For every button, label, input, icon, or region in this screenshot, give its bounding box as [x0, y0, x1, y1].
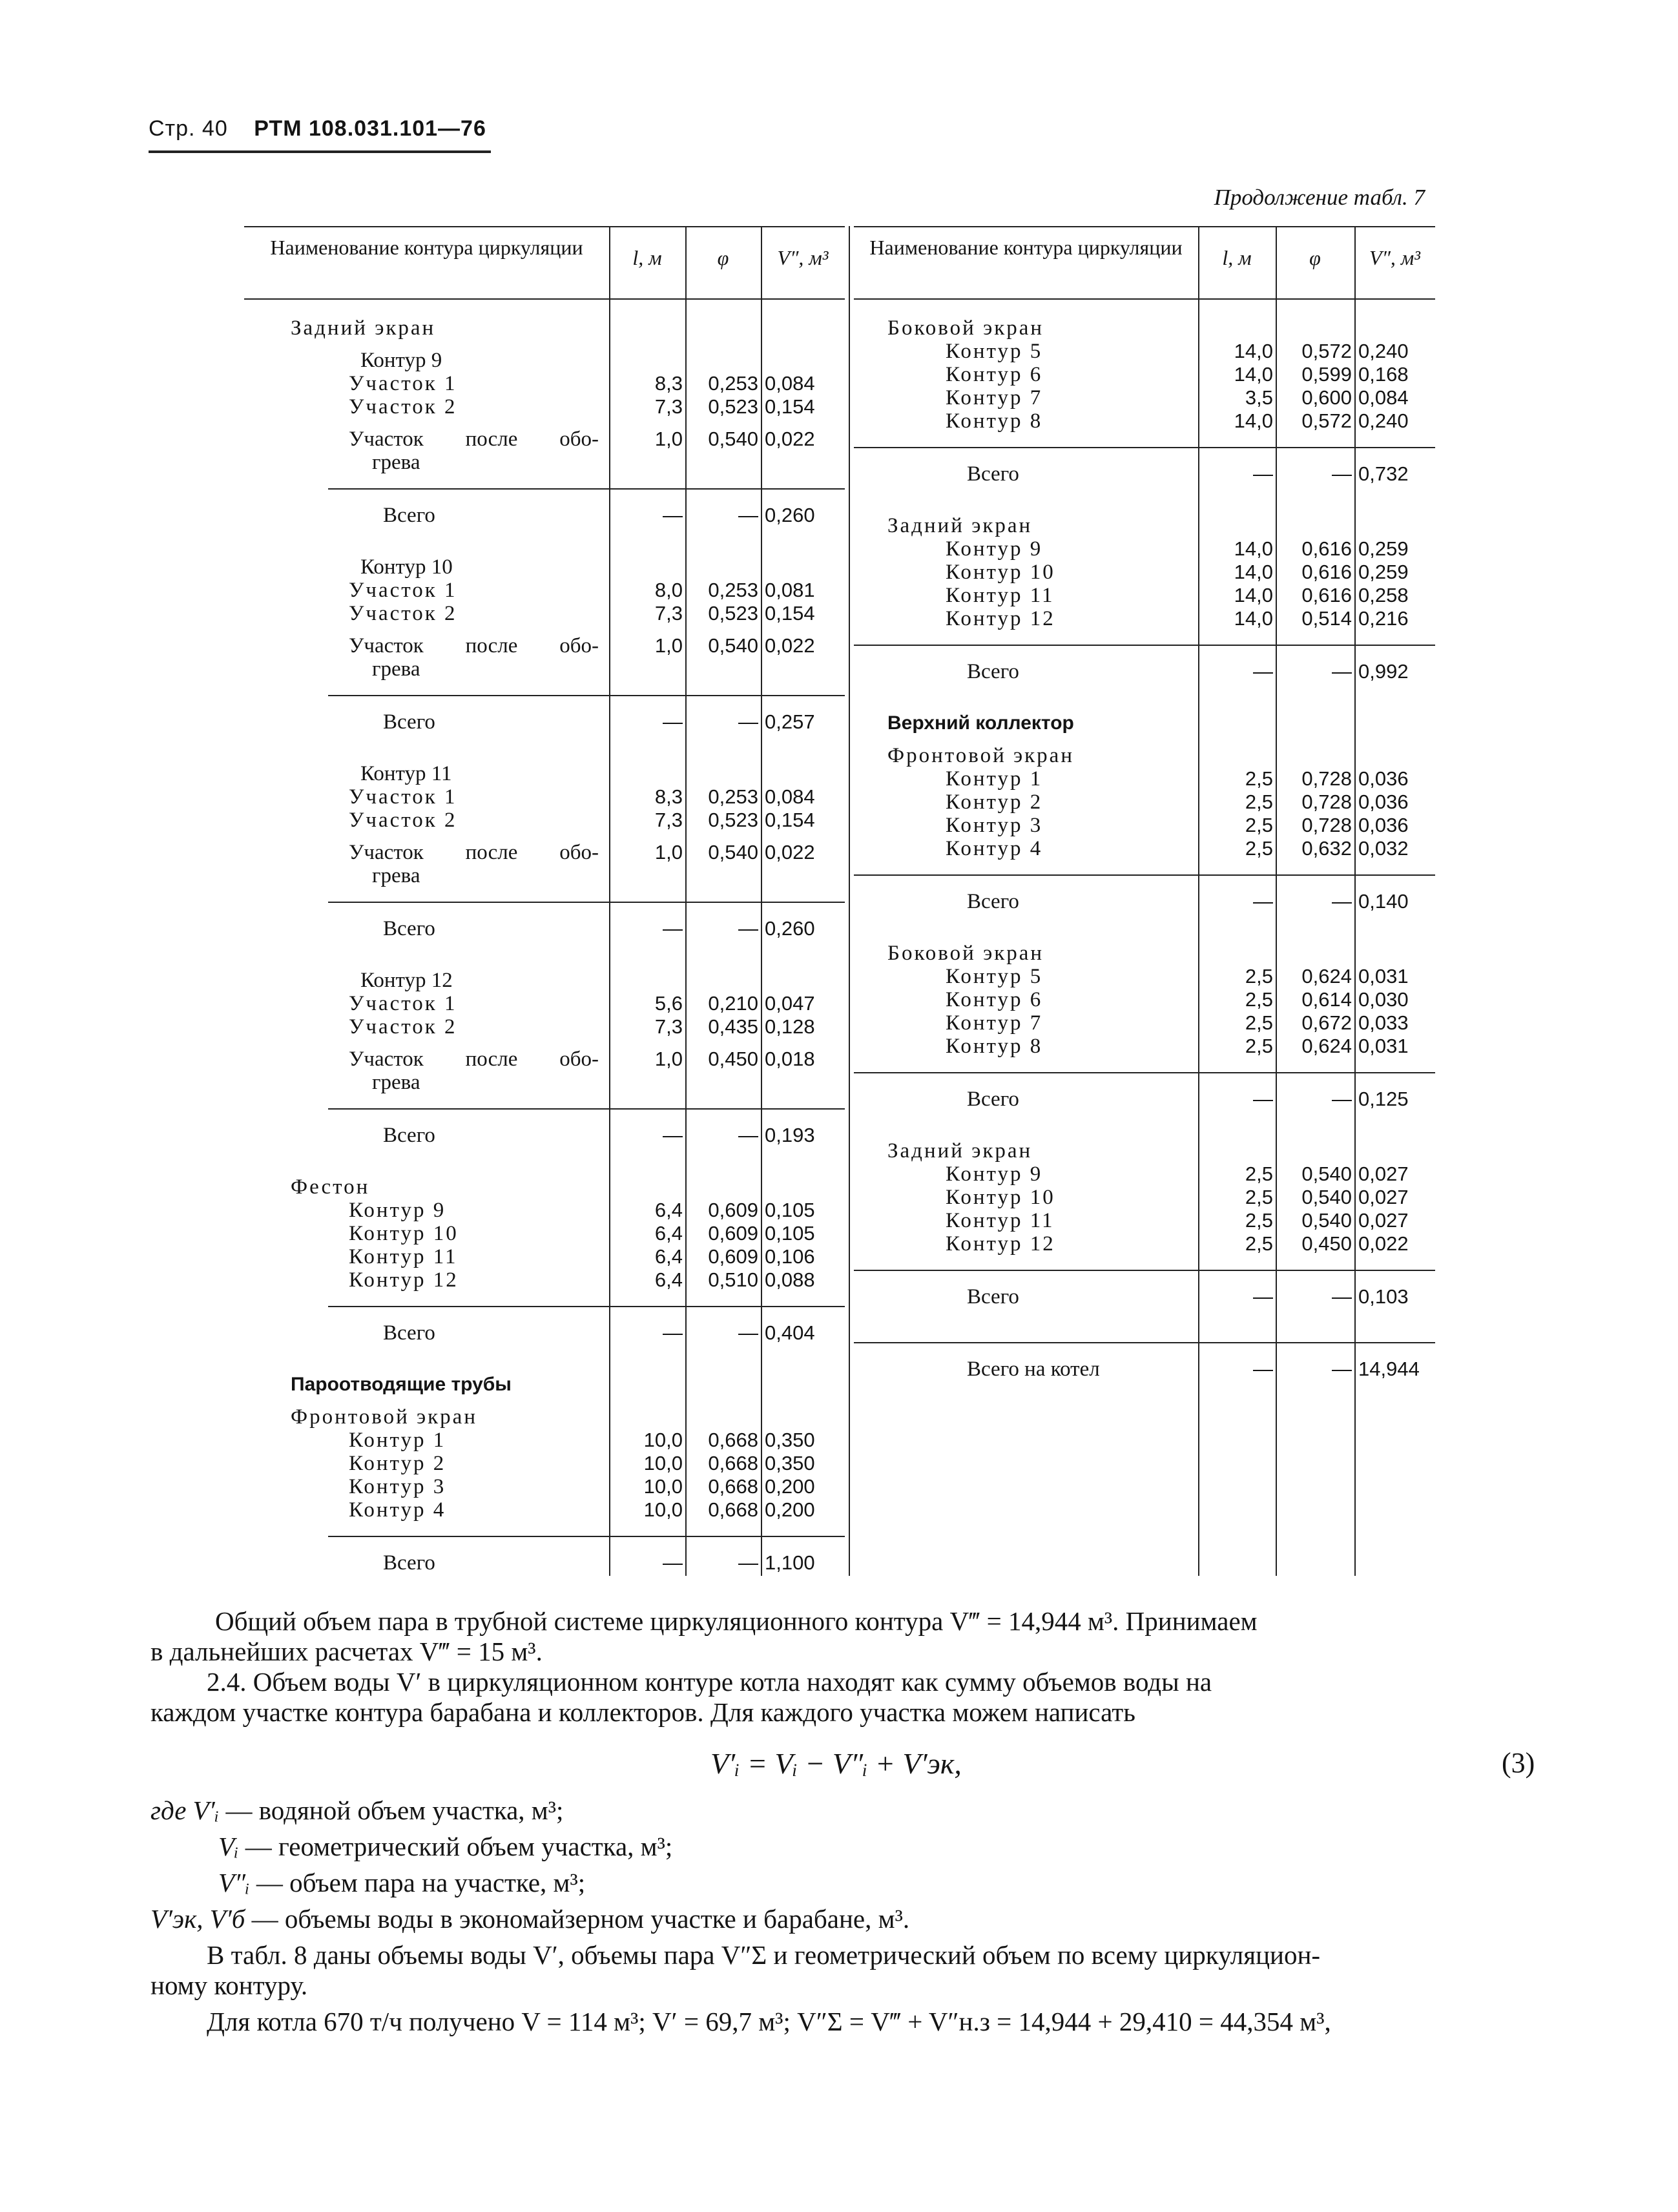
cell-phi: 0,668	[708, 1452, 758, 1474]
row-label: Контур 11	[946, 584, 1055, 607]
cell-l: 6,4	[654, 1199, 683, 1221]
document-code: РТМ 108.031.101—76	[254, 116, 486, 141]
cell-phi: —	[738, 1551, 758, 1574]
paragraph-3-line-2: ному контуру.	[150, 1970, 308, 2000]
cell-phi: 0,523	[708, 395, 758, 418]
cell-l: —	[1253, 660, 1273, 683]
cell-v: 0,033	[1358, 1011, 1409, 1034]
cell-v: 0,031	[1358, 1035, 1409, 1057]
cell-l: —	[663, 504, 683, 526]
cell-l: 2,5	[1245, 1209, 1273, 1232]
cell-l: —	[663, 1321, 683, 1344]
cell-l: —	[1253, 1285, 1273, 1308]
grand-total-label: Всего на котел	[967, 1358, 1100, 1381]
cell-v: 0,260	[765, 917, 815, 940]
cell-l: 7,3	[654, 809, 683, 831]
cell-v: 0,140	[1358, 890, 1409, 913]
cell-l: 2,5	[1245, 1163, 1273, 1185]
cell-phi: 0,632	[1301, 837, 1352, 860]
cell-phi: 0,450	[708, 1048, 758, 1070]
row-label: Участок 1	[349, 372, 457, 395]
row-label: Участок 2	[349, 395, 457, 419]
total-label: Всего	[383, 504, 435, 527]
cell-v: 0,036	[1358, 791, 1409, 813]
definition-text: — водяной объем участка, м³;	[225, 1795, 564, 1825]
cell-v: 14,944	[1358, 1358, 1420, 1380]
group-label: Боковой экран	[887, 316, 1044, 340]
cell-l: 14,0	[1234, 584, 1273, 606]
total-label: Всего	[383, 1124, 435, 1147]
cell-l: 1,0	[654, 428, 683, 450]
definition-2	[218, 1832, 672, 1862]
cell-phi: —	[738, 1321, 758, 1344]
cell-v: 0,036	[1358, 767, 1409, 790]
row-label: Контур 5	[946, 340, 1043, 363]
row-label: Контур 1	[946, 767, 1043, 791]
page-header	[149, 116, 486, 141]
cell-v: 0,125	[1358, 1088, 1409, 1110]
cell-phi: —	[1332, 462, 1352, 485]
definition-symbol: где V′ᵢ	[150, 1795, 220, 1825]
table-continuation-note: Продолжение табл. 7	[1214, 185, 1425, 210]
column-divider	[1276, 226, 1277, 1576]
cell-v: 0,259	[1358, 561, 1409, 583]
cell-l: 6,4	[654, 1268, 683, 1291]
cell-phi: 0,253	[708, 579, 758, 601]
column-divider	[609, 226, 610, 1576]
row-label: Участок 2	[349, 809, 457, 832]
cell-phi: 0,614	[1301, 988, 1352, 1011]
cell-v: 0,154	[765, 602, 815, 625]
cell-v: 0,216	[1358, 607, 1409, 630]
cell-phi: 0,668	[708, 1498, 758, 1521]
cell-phi: 0,253	[708, 372, 758, 395]
cell-l: 6,4	[654, 1245, 683, 1268]
group-label: Задний экран	[291, 316, 436, 340]
cell-phi: 0,540	[1301, 1163, 1352, 1185]
cell-l: 1,0	[654, 1048, 683, 1070]
cell-l: 2,5	[1245, 1035, 1273, 1057]
cell-v: 0,240	[1358, 409, 1409, 432]
row-label-continuation: грева	[372, 451, 420, 474]
cell-phi: 0,510	[708, 1268, 758, 1291]
cell-phi: —	[1332, 890, 1352, 913]
row-label: Контур 10	[349, 1222, 459, 1245]
column-header-v: V″, м³	[1369, 246, 1420, 269]
cell-v: 0,128	[765, 1015, 815, 1038]
row-label-continuation: грева	[372, 864, 420, 887]
total-label: Всего	[967, 890, 1019, 913]
cell-v: 0,257	[765, 710, 815, 733]
group-label: Фестон	[291, 1175, 370, 1199]
cell-l: —	[1253, 462, 1273, 485]
table-right	[854, 226, 1435, 1576]
row-label: Контур 4	[946, 837, 1043, 860]
cell-phi: 0,540	[1301, 1209, 1352, 1232]
cell-phi: 0,540	[708, 634, 758, 657]
row-label: Контур 6	[946, 988, 1043, 1011]
contour-label: Контур 11	[360, 762, 452, 785]
cell-v: 0,027	[1358, 1186, 1409, 1208]
paragraph-4-line-1: Для котла 670 т/ч получено V = 114 м³; V′ = 69,7 м³; V″Σ = V‴ + V″н.з = 14,944 + 29,410 = 44,354 м³,	[207, 2007, 1331, 2036]
cell-phi: 0,616	[1301, 584, 1352, 606]
cell-l: 7,3	[654, 602, 683, 625]
cell-l: 10,0	[643, 1475, 683, 1498]
cell-phi: 0,609	[708, 1245, 758, 1268]
cell-v: 0,036	[1358, 814, 1409, 836]
total-label: Всего	[383, 1551, 435, 1575]
cell-phi: —	[738, 504, 758, 526]
cell-phi: 0,672	[1301, 1011, 1352, 1034]
cell-l: 8,3	[654, 785, 683, 808]
total-label: Всего	[967, 1285, 1019, 1308]
group-label: Боковой экран	[887, 942, 1044, 965]
cell-l: 14,0	[1234, 537, 1273, 560]
total-label: Всего	[383, 917, 435, 940]
cell-v: 0,032	[1358, 837, 1409, 860]
total-rule	[854, 447, 1435, 448]
cell-phi: 0,540	[708, 428, 758, 450]
cell-l: 3,5	[1245, 386, 1273, 409]
row-label: Контур 2	[946, 791, 1043, 814]
definition-text: — объемы воды в экономайзерном участке и барабане, м³.	[251, 1904, 910, 1934]
cell-phi: 0,616	[1301, 537, 1352, 560]
total-label: Всего	[967, 1088, 1019, 1111]
cell-l: —	[663, 1551, 683, 1574]
row-label: Участок после обо-	[349, 841, 599, 864]
group-label: Фронтовой экран	[887, 744, 1074, 767]
cell-l: —	[663, 710, 683, 733]
cell-l: 14,0	[1234, 607, 1273, 630]
total-label: Всего	[967, 660, 1019, 683]
cell-l: —	[1253, 1358, 1273, 1380]
row-label: Контур 2	[349, 1452, 446, 1475]
cell-phi: 0,668	[708, 1475, 758, 1498]
definition-symbol: V′эк, V′б	[150, 1904, 245, 1934]
cell-phi: 0,572	[1301, 409, 1352, 432]
cell-v: 0,022	[765, 634, 815, 657]
cell-l: 2,5	[1245, 1011, 1273, 1034]
row-label: Контур 8	[946, 1035, 1043, 1058]
definition-symbol: Vᵢ	[218, 1832, 239, 1861]
row-label: Контур 11	[946, 1209, 1055, 1232]
equation-number: (3)	[1502, 1747, 1535, 1779]
cell-v: 0,103	[1358, 1285, 1409, 1308]
total-rule	[328, 902, 845, 903]
table-top-rule	[244, 226, 845, 227]
cell-l: 10,0	[643, 1498, 683, 1521]
cell-phi: 0,523	[708, 602, 758, 625]
cell-v: 0,047	[765, 992, 815, 1015]
paragraph-1-line-2: в дальнейших расчетах V‴ = 15 м³.	[150, 1637, 543, 1666]
total-rule	[854, 1270, 1435, 1271]
total-rule	[854, 645, 1435, 646]
cell-v: 0,200	[765, 1475, 815, 1498]
cell-v: 0,350	[765, 1452, 815, 1474]
cell-phi: 0,523	[708, 809, 758, 831]
cell-v: 0,018	[765, 1048, 815, 1070]
cell-phi: 0,609	[708, 1222, 758, 1245]
cell-l: 7,3	[654, 395, 683, 418]
cell-l: —	[1253, 1088, 1273, 1110]
column-divider	[1354, 226, 1356, 1576]
cell-phi: —	[738, 917, 758, 940]
contour-label: Контур 10	[360, 555, 453, 579]
row-label: Контур 12	[946, 607, 1055, 630]
column-header-phi: φ	[717, 246, 729, 269]
section-label: Верхний коллектор	[887, 712, 1074, 734]
cell-phi: 0,540	[708, 841, 758, 863]
total-label: Всего	[383, 1321, 435, 1345]
cell-v: 0,193	[765, 1124, 815, 1146]
row-label: Участок после обо-	[349, 634, 599, 657]
column-divider-double	[849, 226, 850, 1576]
cell-l: 8,3	[654, 372, 683, 395]
cell-v: 0,350	[765, 1429, 815, 1451]
cell-l: 2,5	[1245, 837, 1273, 860]
cell-v: 0,154	[765, 395, 815, 418]
cell-phi: —	[1332, 660, 1352, 683]
cell-l: 2,5	[1245, 965, 1273, 987]
column-header-v: V″, м³	[777, 246, 829, 269]
cell-v: 0,022	[765, 428, 815, 450]
cell-phi: 0,253	[708, 785, 758, 808]
cell-l: —	[1253, 890, 1273, 913]
paragraph-1-line-1: Общий объем пара в трубной системе циркуляционного контура V‴ = 14,944 м³. Принимаем	[215, 1606, 1258, 1636]
total-rule	[328, 695, 845, 696]
total-rule	[328, 1536, 845, 1537]
section-label: Пароотводящие трубы	[291, 1374, 512, 1395]
row-label-continuation: грева	[372, 657, 420, 681]
cell-phi: 0,599	[1301, 363, 1352, 386]
cell-v: 0,084	[1358, 386, 1409, 409]
cell-phi: 0,435	[708, 1015, 758, 1038]
column-header-name: Наименование контура циркуляции	[869, 236, 1183, 259]
cell-l: 7,3	[654, 1015, 683, 1038]
header-rule	[149, 150, 491, 153]
contour-label: Контур 9	[360, 349, 442, 372]
cell-phi: —	[1332, 1358, 1352, 1380]
column-header-l: l, м	[632, 246, 662, 269]
total-label: Всего	[383, 710, 435, 734]
cell-v: 0,022	[765, 841, 815, 863]
cell-v: 0,030	[1358, 988, 1409, 1011]
formula-3: V′ᵢ = Vᵢ − V″ᵢ + V′эк,	[710, 1747, 962, 1780]
row-label: Контур 9	[349, 1199, 446, 1222]
cell-v: 0,732	[1358, 462, 1409, 485]
cell-l: 10,0	[643, 1452, 683, 1474]
row-label: Контур 1	[349, 1429, 446, 1452]
cell-phi: —	[1332, 1285, 1352, 1308]
cell-v: 0,106	[765, 1245, 815, 1268]
paragraph-3-line-1: В табл. 8 даны объемы воды V′, объемы пара V″Σ и геометрический объем по всему циркуляцион-	[207, 1940, 1321, 1970]
cell-l: 14,0	[1234, 340, 1273, 362]
cell-phi: 0,624	[1301, 1035, 1352, 1057]
cell-v: 0,200	[765, 1498, 815, 1521]
row-label: Контур 7	[946, 1011, 1043, 1035]
cell-l: 2,5	[1245, 767, 1273, 790]
row-label: Участок 1	[349, 579, 457, 602]
cell-phi: —	[1332, 1088, 1352, 1110]
cell-phi: —	[738, 1124, 758, 1146]
cell-l: 14,0	[1234, 561, 1273, 583]
row-label: Участок после обо-	[349, 1048, 599, 1071]
cell-l: 5,6	[654, 992, 683, 1015]
cell-l: —	[663, 917, 683, 940]
cell-l: 2,5	[1245, 814, 1273, 836]
cell-phi: 0,540	[1301, 1186, 1352, 1208]
row-label: Участок 1	[349, 992, 457, 1015]
cell-v: 0,404	[765, 1321, 815, 1344]
cell-v: 0,084	[765, 785, 815, 808]
total-rule	[854, 1342, 1435, 1343]
cell-v: 0,027	[1358, 1209, 1409, 1232]
column-header-name: Наименование контура циркуляции	[270, 236, 583, 259]
definition-symbol: V″ᵢ	[218, 1868, 250, 1897]
row-label: Контур 12	[946, 1232, 1055, 1256]
cell-phi: 0,624	[1301, 965, 1352, 987]
row-label: Контур 3	[946, 814, 1043, 837]
cell-v: 0,240	[1358, 340, 1409, 362]
cell-v: 0,105	[765, 1199, 815, 1221]
row-label: Контур 4	[349, 1498, 446, 1522]
cell-l: 2,5	[1245, 1186, 1273, 1208]
group-label: Фронтовой экран	[291, 1405, 477, 1429]
row-label: Участок 2	[349, 602, 457, 625]
cell-v: 0,022	[1358, 1232, 1409, 1255]
cell-v: 0,031	[1358, 965, 1409, 987]
cell-phi: 0,450	[1301, 1232, 1352, 1255]
cell-v: 0,027	[1358, 1163, 1409, 1185]
cell-phi: 0,728	[1301, 814, 1352, 836]
cell-v: 0,259	[1358, 537, 1409, 560]
cell-v: 0,081	[765, 579, 815, 601]
cell-l: 1,0	[654, 634, 683, 657]
cell-phi: 0,514	[1301, 607, 1352, 630]
cell-phi: 0,600	[1301, 386, 1352, 409]
definition-text: — объем пара на участке, м³;	[256, 1868, 586, 1897]
cell-l: 10,0	[643, 1429, 683, 1451]
column-divider	[1198, 226, 1199, 1576]
cell-v: 0,168	[1358, 363, 1409, 386]
cell-v: 0,260	[765, 504, 815, 526]
page-number: Стр. 40	[149, 116, 228, 141]
row-label: Контур 5	[946, 965, 1043, 988]
cell-phi: 0,728	[1301, 767, 1352, 790]
cell-v: 0,105	[765, 1222, 815, 1245]
table-header-rule	[244, 298, 845, 300]
total-rule	[328, 1306, 845, 1307]
definition-text: — геометрический объем участка, м³;	[245, 1832, 673, 1861]
cell-l: 1,0	[654, 841, 683, 863]
cell-l: 8,0	[654, 579, 683, 601]
cell-l: —	[663, 1124, 683, 1146]
cell-phi: 0,609	[708, 1199, 758, 1221]
cell-l: 6,4	[654, 1222, 683, 1245]
total-rule	[854, 874, 1435, 876]
row-label: Контур 11	[349, 1245, 458, 1268]
group-label: Задний экран	[887, 1139, 1033, 1163]
cell-phi: 0,572	[1301, 340, 1352, 362]
cell-v: 1,100	[765, 1551, 815, 1574]
row-label: Контур 7	[946, 386, 1043, 409]
contour-label: Контур 12	[360, 969, 453, 992]
cell-phi: 0,668	[708, 1429, 758, 1451]
cell-phi: 0,616	[1301, 561, 1352, 583]
row-label: Контур 10	[946, 561, 1055, 584]
row-label: Контур 10	[946, 1186, 1055, 1209]
row-label: Контур 6	[946, 363, 1043, 386]
table-top-rule	[854, 226, 1435, 227]
paragraph-2-line-1: 2.4. Объем воды V′ в циркуляционном контуре котла находят как сумму объемов воды на	[207, 1667, 1212, 1697]
column-header-l: l, м	[1222, 246, 1252, 269]
cell-v: 0,992	[1358, 660, 1409, 683]
row-label: Участок 2	[349, 1015, 457, 1039]
paragraph-2-line-2: каждом участке контура барабана и коллекторов. Для каждого участка можем написать	[150, 1697, 1135, 1727]
row-label: Участок 1	[349, 785, 457, 809]
total-rule	[328, 1108, 845, 1110]
cell-phi: —	[738, 710, 758, 733]
cell-phi: 0,728	[1301, 791, 1352, 813]
group-label: Задний экран	[887, 514, 1033, 537]
row-label-continuation: грева	[372, 1071, 420, 1094]
total-label: Всего	[967, 462, 1019, 486]
row-label: Контур 12	[349, 1268, 459, 1292]
definition-1	[150, 1795, 563, 1826]
cell-l: 2,5	[1245, 988, 1273, 1011]
cell-v: 0,258	[1358, 584, 1409, 606]
cell-l: 14,0	[1234, 409, 1273, 432]
cell-v: 0,154	[765, 809, 815, 831]
row-label: Контур 8	[946, 409, 1043, 433]
definition-4	[150, 1904, 909, 1934]
row-label: Контур 9	[946, 537, 1043, 561]
total-rule	[328, 488, 845, 490]
cell-l: 14,0	[1234, 363, 1273, 386]
row-label: Контур 9	[946, 1163, 1043, 1186]
total-rule	[854, 1072, 1435, 1073]
row-label: Участок после обо-	[349, 428, 599, 451]
row-label: Контур 3	[349, 1475, 446, 1498]
table-header-rule	[854, 298, 1435, 300]
column-divider	[761, 226, 762, 1576]
cell-l: 2,5	[1245, 1232, 1273, 1255]
cell-v: 0,088	[765, 1268, 815, 1291]
table-left	[244, 226, 845, 1576]
definition-3	[218, 1868, 585, 1898]
column-divider	[685, 226, 687, 1576]
cell-v: 0,084	[765, 372, 815, 395]
cell-l: 2,5	[1245, 791, 1273, 813]
column-header-phi: φ	[1309, 246, 1321, 269]
cell-phi: 0,210	[708, 992, 758, 1015]
